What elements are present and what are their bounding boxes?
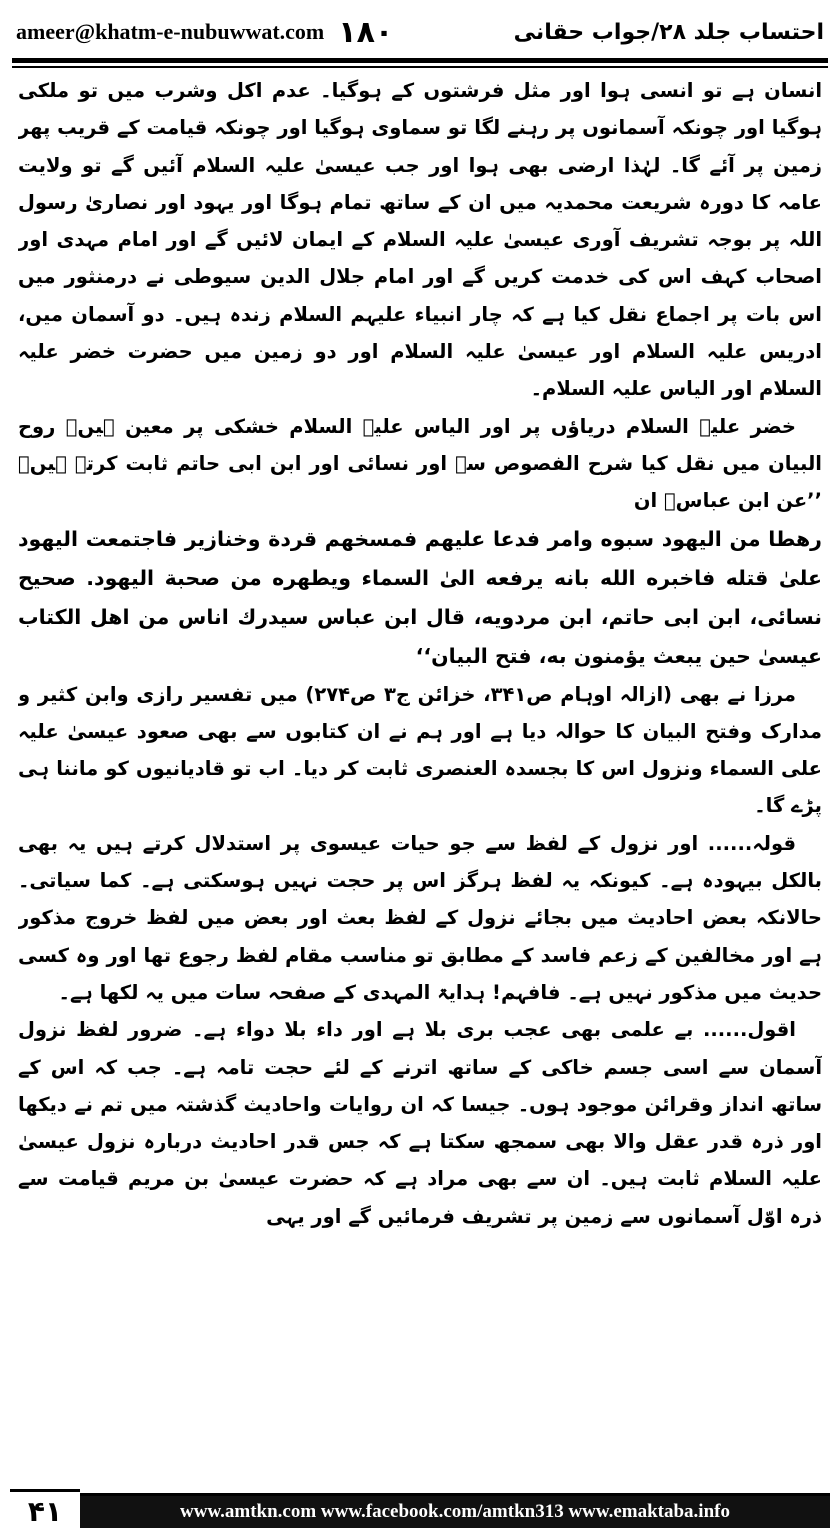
header-rule-thin [12, 66, 828, 68]
paragraph-3: مرزا نے بھی (ازالہ اوہام ص۳۴۱، خزائن ج۳ ص۲۷۴) میں تفسیر رازی وابن کثیر و مدارک وفتح البیان کا حوالہ دیا ہے اور ہم نے ان کتابوں سے بھی صعود عیسیٰ علیہ علی السماء ونزول اس کا بجسدہ العنصری ثابت کر دیا۔ اب تو قادیانیوں کو ماننا ہی پڑے گا۔ [18, 682, 822, 818]
header-left [16, 15, 393, 50]
page-body [18, 72, 822, 1456]
page-footer [10, 1488, 830, 1532]
footer-page-index: ۴۱ [10, 1489, 80, 1532]
header-email: ameer@khatm-e-nubuwwat.com [16, 19, 325, 44]
paragraph-4: قولہ...... اور نزول کے لفظ سے جو حیات عیسوی پر استدلال کرتے ہیں یہ بھی بالکل بیہودہ ہے۔ کیونکہ یہ لفظ ہرگز اس پر حجت نہیں ہوسکتی ہے۔ کما سیاتی۔ حالانکہ بعض احادیث میں بجائے نزول کے لفظ بعث اور بعض میں لفظ خروج مذکور ہے اور مخالفین کے زعم فاسد کے مطابق تو مناسب مقام لفظ رجوع تھا اور وہ کسی حدیث میں مذکور نہیں ہے۔ فافہم! ہدایۃ المہدی کے صفحہ سات میں یہ لکھا ہے۔ [18, 831, 822, 1004]
paragraph-5: اقول...... بے علمی بھی عجب بری بلا ہے اور داء بلا دواء ہے۔ ضرور لفظ نزول آسمان سے اسی جسم خاکی کے ساتھ اترنے کے لئے حجت تامہ ہے۔ جب کہ اس کے ساتھ انداز وقرائن موجود ہوں۔ جیسا کہ ان روایات واحادیث گذشتہ میں تم نے دیکھا اور ذرہ قدر عقل والا بھی سمجھ سکتا ہے کہ جس قدر احادیث دربارہ نزول عیسیٰ علیہ السلام ثابت ہیں۔ ان سے بھی مراد ہے کہ حضرت عیسیٰ بن مریم قیامت سے ذرہ اوّل آسمانوں سے زمین پر تشریف فرمائیں گے اور یہی [18, 1018, 822, 1228]
page-header [16, 12, 824, 52]
footer-links: www.amtkn.com www.facebook.com/amtkn313 www.emaktaba.info [80, 1493, 830, 1528]
paragraph-2: خضر علیہ السلام دریاؤں پر اور الیاس علیہ السلام خشکی پر معین ہیں۔ روح البیان میں نقل کیا شرح الفصوص سے اور نسائی اور ابن ابی حاتم ثابت کرتے ہیں۔ ’’عن ابن عباسؓ ان [18, 414, 822, 513]
header-book-title: احتساب جلد ۲۸/جواب حقانی [513, 19, 824, 45]
header-rule-thick [12, 58, 828, 63]
paragraph-1: انسان ہے تو انسی ہوا اور مثل فرشتوں کے ہوگیا۔ عدم اکل وشرب میں تو ملکی ہوگیا اور چونکہ آسمانوں پر رہنے لگا تو سماوی ہوگیا اور چونکہ قیامت کے قریب پھر زمین پر آئے گا۔ لہٰذا ارضی بھی ہوا اور جب عیسیٰ علیہ السلام آئیں گے تو ولایت عامہ کا دورہ شریعت محمدیہ میں ان کے ساتھ تمام ہوگا اور یہود اور نصاریٰ رسول اللہ پر بوجہ تشریف آوری عیسیٰ علیہ السلام کے ایمان لائیں گے اور امام مہدی اور اصحاب کہف اس کی خدمت کریں گے اور امام جلال الدین سیوطی نے درمنثور میں اس بات پر اجماع نقل کیا ہے کہ چار انبیاء علیہم السلام زندہ ہیں۔ دو آسمان میں، ادریس علیہ السلام اور عیسیٰ علیہ السلام اور دو زمین میں حضرت خضر علیہ السلام اور الیاس علیہ السلام۔ [18, 79, 822, 401]
arabic-quote: رهطا من اليهود سبوه وامر فدعا عليهم فمسخهم قردة وخنازير فاجتمعت اليهود علىٰ قتله فاخبره الله بانه يرفعه الىٰ السماء ويطهره من صحبة اليهود. صحيح نسائى، ابن ابى حاتم، ابن مردويه، قال ابن عباس سيدرك اناس من اهل الكتاب عيسىٰ حين يبعث يؤمنون به، فتح البيان‘‘ [18, 526, 822, 668]
header-page-number: ۱۸۰ [338, 14, 394, 50]
